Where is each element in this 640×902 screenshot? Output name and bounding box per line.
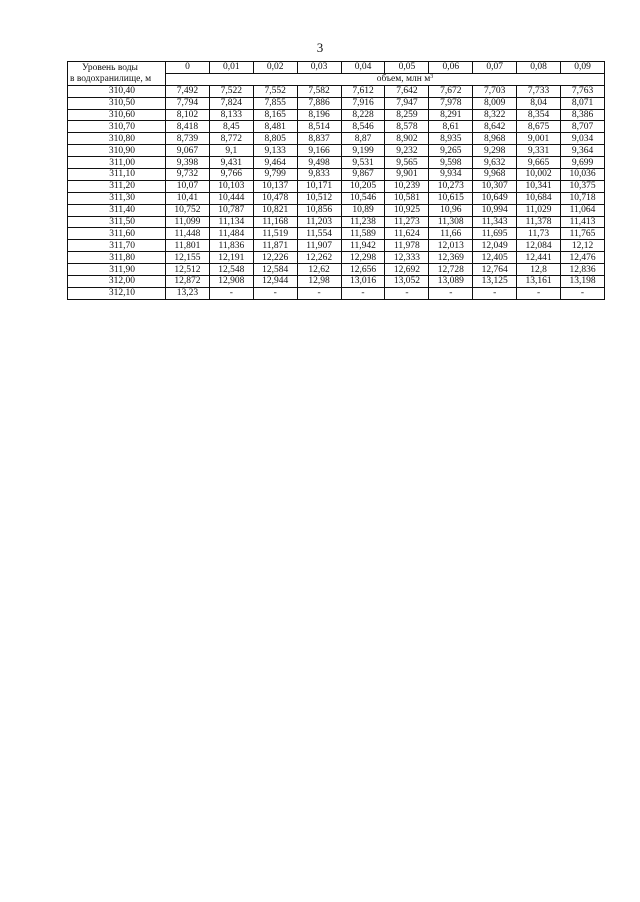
volume-cell: 9,232	[385, 145, 429, 157]
volume-cell: 8,546	[341, 121, 385, 133]
volume-cell: 8,578	[385, 121, 429, 133]
volume-cell: 9,867	[341, 169, 385, 181]
volume-cell: 13,089	[429, 276, 473, 288]
volume-cell: 8,902	[385, 133, 429, 145]
volume-cell: 10,684	[517, 192, 561, 204]
volume-cell: 7,916	[341, 97, 385, 109]
volume-cell: 9,699	[561, 157, 605, 169]
volume-cell: 13,016	[341, 276, 385, 288]
volume-cell: 7,642	[385, 85, 429, 97]
volume-cell: 11,273	[385, 216, 429, 228]
table-row	[68, 276, 605, 288]
volume-cell: 11,66	[429, 228, 473, 240]
volume-cell: 10,07	[166, 180, 210, 192]
volume-cell: 10,856	[297, 204, 341, 216]
volume-cell: 8,45	[209, 121, 253, 133]
volume-cell: 8,165	[253, 109, 297, 121]
volume-cell: 13,125	[473, 276, 517, 288]
water-level-cell: 311,30	[68, 192, 166, 204]
table-row	[68, 145, 605, 157]
water-level-cell: 312,10	[68, 287, 166, 299]
volume-cell: 12,12	[561, 240, 605, 252]
volume-cell: -	[473, 287, 517, 299]
volume-cell: 12,476	[561, 252, 605, 264]
volume-cell: 10,307	[473, 180, 517, 192]
volume-cell: 11,168	[253, 216, 297, 228]
volume-cell: 11,765	[561, 228, 605, 240]
volume-cell: 12,836	[561, 264, 605, 276]
volume-cell: 7,855	[253, 97, 297, 109]
volume-cell: 12,155	[166, 252, 210, 264]
header-row-fractions	[68, 62, 605, 74]
table-row	[68, 169, 605, 181]
water-level-cell: 310,90	[68, 145, 166, 157]
volume-cell: 12,298	[341, 252, 385, 264]
fraction-header: 0,03	[297, 62, 341, 74]
volume-cell: 11,203	[297, 216, 341, 228]
volume-cell: 12,764	[473, 264, 517, 276]
volume-cell: 11,029	[517, 204, 561, 216]
volume-cell: 8,259	[385, 109, 429, 121]
volume-cell: 11,343	[473, 216, 517, 228]
volume-cell: 7,612	[341, 85, 385, 97]
volume-cell: 8,837	[297, 133, 341, 145]
table-row	[68, 240, 605, 252]
volume-cell: 9,199	[341, 145, 385, 157]
table-row	[68, 133, 605, 145]
volume-cell: 9,665	[517, 157, 561, 169]
volume-cell: 7,763	[561, 85, 605, 97]
water-level-cell: 311,80	[68, 252, 166, 264]
volume-cell: 10,205	[341, 180, 385, 192]
volume-cell: 7,492	[166, 85, 210, 97]
volume-cell: 12,62	[297, 264, 341, 276]
volume-cell: 7,947	[385, 97, 429, 109]
volume-cell: 8,228	[341, 109, 385, 121]
volume-cell: 9,067	[166, 145, 210, 157]
volume-cell: 8,418	[166, 121, 210, 133]
volume-cell: 12,728	[429, 264, 473, 276]
volume-cell: 10,96	[429, 204, 473, 216]
volume-cell: 9,598	[429, 157, 473, 169]
volume-cell: 12,8	[517, 264, 561, 276]
volume-cell: 8,04	[517, 97, 561, 109]
water-level-cell: 311,40	[68, 204, 166, 216]
fraction-header: 0,05	[385, 62, 429, 74]
volume-unit-label: объем, млн м	[376, 74, 431, 85]
table-row	[68, 121, 605, 133]
volume-cell: 8,071	[561, 97, 605, 109]
volume-cell: 11,413	[561, 216, 605, 228]
volume-cell: 10,103	[209, 180, 253, 192]
volume-cell: 8,481	[253, 121, 297, 133]
volume-cell: 9,133	[253, 145, 297, 157]
volume-cell: 10,341	[517, 180, 561, 192]
volume-cell: 7,703	[473, 85, 517, 97]
volume-cell: 12,191	[209, 252, 253, 264]
volume-cell: 10,994	[473, 204, 517, 216]
volume-cell: 9,001	[517, 133, 561, 145]
volume-cell: 12,584	[253, 264, 297, 276]
reservoir-volume-table	[67, 61, 605, 300]
volume-cell: 9,331	[517, 145, 561, 157]
water-level-cell: 310,50	[68, 97, 166, 109]
volume-cell: 8,935	[429, 133, 473, 145]
volume-cell: 9,298	[473, 145, 517, 157]
volume-cell: 12,084	[517, 240, 561, 252]
volume-cell: 8,675	[517, 121, 561, 133]
volume-cell: 11,589	[341, 228, 385, 240]
volume-cell: 8,514	[297, 121, 341, 133]
volume-cell: 12,548	[209, 264, 253, 276]
volume-cell: 11,871	[253, 240, 297, 252]
water-level-cell: 311,10	[68, 169, 166, 181]
volume-cell: 11,836	[209, 240, 253, 252]
volume-cell: 9,934	[429, 169, 473, 181]
volume-cell: 12,226	[253, 252, 297, 264]
volume-cell: 10,002	[517, 169, 561, 181]
volume-cell: 11,378	[517, 216, 561, 228]
volume-cell: 10,752	[166, 204, 210, 216]
volume-cell: 9,732	[166, 169, 210, 181]
volume-cell: -	[253, 287, 297, 299]
volume-cell: 8,968	[473, 133, 517, 145]
volume-cell: 7,886	[297, 97, 341, 109]
volume-cell: 10,581	[385, 192, 429, 204]
volume-cell: 10,787	[209, 204, 253, 216]
volume-cell: 11,519	[253, 228, 297, 240]
volume-cell: -	[209, 287, 253, 299]
volume-cell: 10,512	[297, 192, 341, 204]
volume-cell: 8,772	[209, 133, 253, 145]
volume-cell: 10,41	[166, 192, 210, 204]
volume-cell: 13,052	[385, 276, 429, 288]
volume-cell: 9,565	[385, 157, 429, 169]
volume-cell: 11,801	[166, 240, 210, 252]
volume-cell: 12,512	[166, 264, 210, 276]
volume-cell: 12,262	[297, 252, 341, 264]
volume-cell: 8,386	[561, 109, 605, 121]
volume-cell: 10,444	[209, 192, 253, 204]
water-level-cell: 312,00	[68, 276, 166, 288]
water-level-cell: 311,00	[68, 157, 166, 169]
volume-cell: -	[297, 287, 341, 299]
volume-cell: 9,398	[166, 157, 210, 169]
table-row	[68, 180, 605, 192]
table-row	[68, 252, 605, 264]
volume-cell: 11,907	[297, 240, 341, 252]
table-row	[68, 228, 605, 240]
volume-cell: 11,238	[341, 216, 385, 228]
fraction-header: 0,07	[473, 62, 517, 74]
volume-cell: 11,064	[561, 204, 605, 216]
volume-cell: 9,166	[297, 145, 341, 157]
volume-cell: 9,968	[473, 169, 517, 181]
volume-cell: 12,405	[473, 252, 517, 264]
fraction-header: 0,01	[209, 62, 253, 74]
volume-cell: 12,333	[385, 252, 429, 264]
volume-cell: 11,942	[341, 240, 385, 252]
volume-cell: 7,794	[166, 97, 210, 109]
table-row	[68, 287, 605, 299]
water-level-cell: 310,80	[68, 133, 166, 145]
volume-cell: 9,431	[209, 157, 253, 169]
fraction-header: 0,04	[341, 62, 385, 74]
volume-cell: 8,642	[473, 121, 517, 133]
volume-cell: 9,799	[253, 169, 297, 181]
water-level-cell: 310,40	[68, 85, 166, 97]
volume-cell: 11,695	[473, 228, 517, 240]
volume-cell: 10,821	[253, 204, 297, 216]
volume-cell: 8,707	[561, 121, 605, 133]
volume-cell: 12,013	[429, 240, 473, 252]
fraction-header: 0,09	[561, 62, 605, 74]
volume-cell: 11,448	[166, 228, 210, 240]
volume-cell: 9,1	[209, 145, 253, 157]
volume-cell: 12,049	[473, 240, 517, 252]
volume-cell: 10,615	[429, 192, 473, 204]
volume-cell: 8,805	[253, 133, 297, 145]
volume-unit-header	[166, 73, 605, 85]
fraction-header: 0,08	[517, 62, 561, 74]
level-header-line2: в водохранилище, м	[68, 73, 166, 85]
volume-cell: 9,034	[561, 133, 605, 145]
volume-cell: 11,134	[209, 216, 253, 228]
volume-cell: 11,099	[166, 216, 210, 228]
water-level-cell: 311,60	[68, 228, 166, 240]
volume-cell: 11,978	[385, 240, 429, 252]
volume-cell: 9,901	[385, 169, 429, 181]
volume-cell: 12,98	[297, 276, 341, 288]
header-row-units	[68, 73, 605, 85]
volume-cell: 8,322	[473, 109, 517, 121]
volume-cell: 8,291	[429, 109, 473, 121]
volume-cell: -	[517, 287, 561, 299]
volume-cell: 8,133	[209, 109, 253, 121]
volume-cell: 12,872	[166, 276, 210, 288]
volume-cell: 10,036	[561, 169, 605, 181]
volume-cell: 7,824	[209, 97, 253, 109]
volume-cell: 10,925	[385, 204, 429, 216]
water-level-cell: 311,70	[68, 240, 166, 252]
volume-cell: 8,61	[429, 121, 473, 133]
table-row	[68, 192, 605, 204]
volume-cell: 7,552	[253, 85, 297, 97]
volume-cell: 8,739	[166, 133, 210, 145]
volume-cell: 11,624	[385, 228, 429, 240]
volume-cell: 12,441	[517, 252, 561, 264]
table-row	[68, 264, 605, 276]
water-level-cell: 311,20	[68, 180, 166, 192]
volume-cell: 10,718	[561, 192, 605, 204]
volume-cell: 7,582	[297, 85, 341, 97]
volume-cell: 9,464	[253, 157, 297, 169]
volume-cell: 13,198	[561, 276, 605, 288]
volume-unit-superscript: 3	[430, 74, 434, 81]
water-level-cell: 311,90	[68, 264, 166, 276]
volume-cell: 7,672	[429, 85, 473, 97]
volume-cell: -	[341, 287, 385, 299]
volume-cell: 9,833	[297, 169, 341, 181]
volume-cell: 10,137	[253, 180, 297, 192]
volume-cell: -	[429, 287, 473, 299]
fraction-header: 0,02	[253, 62, 297, 74]
volume-cell: 10,649	[473, 192, 517, 204]
volume-cell: 12,369	[429, 252, 473, 264]
volume-cell: 7,522	[209, 85, 253, 97]
volume-cell: 9,531	[341, 157, 385, 169]
volume-cell: 8,354	[517, 109, 561, 121]
level-header-line1: Уровень воды	[68, 62, 166, 74]
volume-cell: 10,171	[297, 180, 341, 192]
volume-cell: 13,23	[166, 287, 210, 299]
volume-cell: 11,73	[517, 228, 561, 240]
volume-cell: 7,978	[429, 97, 473, 109]
volume-cell: 10,89	[341, 204, 385, 216]
water-level-cell: 310,60	[68, 109, 166, 121]
table-row	[68, 109, 605, 121]
volume-cell: 10,375	[561, 180, 605, 192]
page-number: 3	[316, 40, 324, 55]
volume-cell: 8,196	[297, 109, 341, 121]
volume-cell: 8,102	[166, 109, 210, 121]
volume-cell: 11,308	[429, 216, 473, 228]
table-row	[68, 85, 605, 97]
volume-cell: 11,484	[209, 228, 253, 240]
volume-cell: 9,498	[297, 157, 341, 169]
volume-cell: 10,478	[253, 192, 297, 204]
volume-cell: 7,733	[517, 85, 561, 97]
volume-cell: 8,009	[473, 97, 517, 109]
volume-cell: 12,656	[341, 264, 385, 276]
table-row	[68, 204, 605, 216]
water-level-cell: 311,50	[68, 216, 166, 228]
volume-cell: 10,239	[385, 180, 429, 192]
fraction-header: 0	[166, 62, 210, 74]
table-row	[68, 157, 605, 169]
table-row	[68, 97, 605, 109]
volume-cell: 12,908	[209, 276, 253, 288]
volume-cell: 8,87	[341, 133, 385, 145]
volume-cell: 10,273	[429, 180, 473, 192]
volume-cell: -	[385, 287, 429, 299]
volume-cell: 10,546	[341, 192, 385, 204]
volume-cell: 12,944	[253, 276, 297, 288]
volume-cell: 9,265	[429, 145, 473, 157]
volume-cell: 9,364	[561, 145, 605, 157]
volume-cell: 12,692	[385, 264, 429, 276]
volume-cell: 9,632	[473, 157, 517, 169]
volume-cell: 11,554	[297, 228, 341, 240]
volume-cell: 13,161	[517, 276, 561, 288]
fraction-header: 0,06	[429, 62, 473, 74]
volume-cell: 9,766	[209, 169, 253, 181]
volume-cell: -	[561, 287, 605, 299]
water-level-cell: 310,70	[68, 121, 166, 133]
table-row	[68, 216, 605, 228]
